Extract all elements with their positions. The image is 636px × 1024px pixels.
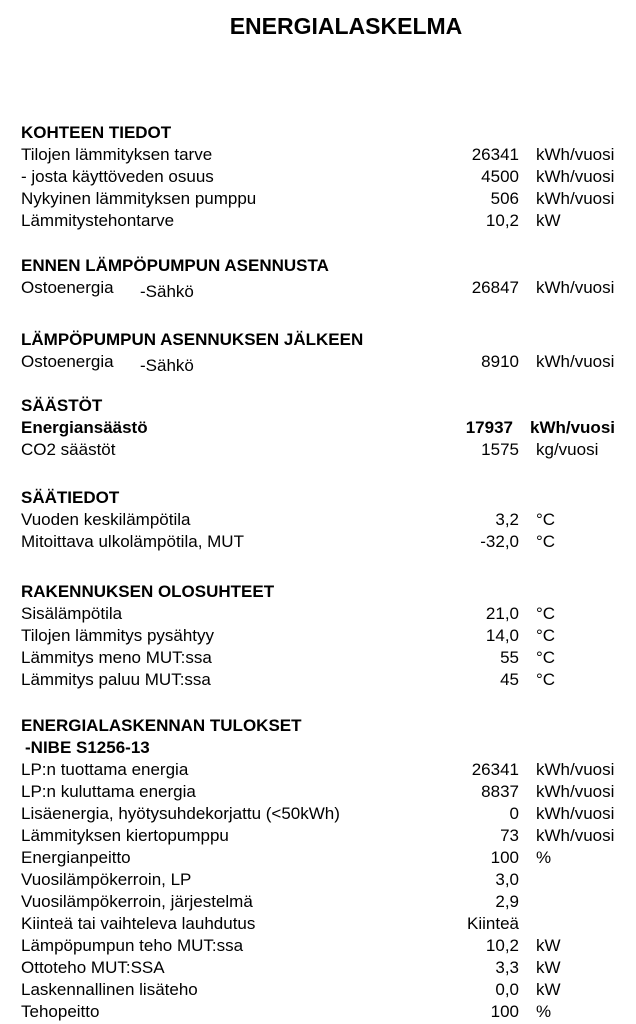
row-unit: kWh/vuosi [536, 278, 615, 297]
row-label: Ostoenergia [21, 352, 114, 371]
row-unit: % [536, 848, 552, 867]
row-label: Tehopeitto [21, 1002, 100, 1021]
row-label: Lisäenergia, hyötysuhdekorjattu (<50kWh) [21, 804, 340, 823]
row-value: 8910 [481, 352, 519, 371]
data-row [21, 979, 615, 1001]
row-label: Vuosilämpökerroin, järjestelmä [21, 892, 253, 911]
row-unit: kWh/vuosi [536, 804, 615, 823]
row-label: Lämmityksen kiertopumppu [21, 826, 229, 845]
page-title: ENERGIALASKELMA [229, 13, 463, 39]
row-unit: kW [536, 936, 561, 955]
row-unit: °C [536, 626, 556, 645]
section-heading: ENERGIALASKENNAN TULOKSET [21, 716, 302, 735]
row-value: 26341 [471, 760, 519, 779]
data-row [21, 417, 615, 439]
row-unit: °C [536, 670, 556, 689]
row-value: 3,2 [495, 510, 519, 529]
row-value: 0,0 [495, 980, 519, 999]
row-label: Mitoittava ulkolämpötila, MUT [21, 532, 244, 551]
row-unit: kWh/vuosi [536, 782, 615, 801]
row-label: LP:n kuluttama energia [21, 782, 196, 801]
row-unit: kWh/vuosi [529, 418, 615, 437]
row-value: 506 [490, 189, 519, 208]
report-section [21, 715, 615, 1023]
row-unit: kg/vuosi [536, 440, 599, 459]
row-unit: kWh/vuosi [536, 189, 615, 208]
row-unit: % [536, 1002, 552, 1021]
data-row [21, 759, 615, 781]
row-label: Lämpöpumpun teho MUT:ssa [21, 936, 244, 955]
data-row [21, 166, 615, 188]
section-heading: SÄÄSTÖT [21, 396, 103, 415]
row-value: 0 [509, 804, 519, 823]
row-value: -32,0 [480, 532, 519, 551]
row-value: 21,0 [485, 604, 519, 623]
row-value: 3,3 [495, 958, 519, 977]
row-value: 2,9 [495, 892, 519, 911]
row-unit: kW [536, 958, 561, 977]
row-unit: kWh/vuosi [536, 352, 615, 371]
row-value: 100 [490, 1002, 519, 1021]
row-value: 26847 [471, 278, 519, 297]
report-section [21, 581, 615, 691]
section-heading: SÄÄTIEDOT [21, 488, 120, 507]
row-label: - josta käyttöveden osuus [21, 167, 214, 186]
row-value: 100 [490, 848, 519, 867]
row-value: 3,0 [495, 870, 519, 889]
row-label: Nykyinen lämmityksen pumppu [21, 189, 257, 208]
row-value: 4500 [481, 167, 519, 186]
data-row [21, 603, 615, 625]
data-row [21, 825, 615, 847]
row-sublabel: -Sähkö [140, 356, 194, 375]
data-row [21, 625, 615, 647]
row-value: 73 [500, 826, 519, 845]
row-label: Ottoteho MUT:SSA [21, 958, 165, 977]
data-row [21, 1001, 615, 1023]
row-value: 26341 [471, 145, 519, 164]
report-section [21, 487, 615, 553]
row-value: 14,0 [485, 626, 519, 645]
row-unit: kWh/vuosi [536, 760, 615, 779]
row-label: Sisälämpötila [21, 604, 123, 623]
row-value: 10,2 [485, 211, 519, 230]
row-label: LP:n tuottama energia [21, 760, 189, 779]
data-row [21, 891, 615, 913]
section-heading: KOHTEEN TIEDOT [21, 123, 172, 142]
row-unit: °C [536, 648, 556, 667]
row-unit: °C [536, 604, 556, 623]
data-row [21, 647, 615, 669]
data-row [21, 781, 615, 803]
row-label: Ostoenergia [21, 278, 114, 297]
section-heading: LÄMPÖPUMPUN ASENNUKSEN JÄLKEEN [21, 330, 364, 349]
row-value: 10,2 [485, 936, 519, 955]
row-value: 8837 [481, 782, 519, 801]
data-row [21, 847, 615, 869]
row-label: Lämmitys paluu MUT:ssa [21, 670, 211, 689]
row-label: Energianpeitto [21, 848, 131, 867]
row-unit: kW [536, 211, 561, 230]
data-row [21, 869, 615, 891]
row-label: CO2 säästöt [21, 440, 116, 459]
row-sublabel: -Sähkö [140, 282, 194, 301]
data-row [21, 957, 615, 979]
row-unit: kWh/vuosi [536, 145, 615, 164]
row-unit: °C [536, 532, 556, 551]
report-section [21, 122, 615, 232]
data-row [21, 509, 615, 531]
data-row [21, 913, 615, 935]
row-unit: °C [536, 510, 556, 529]
data-row [21, 669, 615, 691]
section-subheading: -NIBE S1256-13 [25, 738, 150, 757]
row-label: Kiinteä tai vaihteleva lauhdutus [21, 914, 256, 933]
section-heading: RAKENNUKSEN OLOSUHTEET [21, 582, 275, 601]
report-section [21, 255, 615, 299]
row-label: Tilojen lämmitys pysähtyy [21, 626, 215, 645]
row-value: 45 [500, 670, 519, 689]
row-label: Laskennallinen lisäteho [21, 980, 198, 999]
row-label: Vuosilämpökerroin, LP [21, 870, 192, 889]
data-row [21, 277, 615, 299]
row-unit: kW [536, 980, 561, 999]
row-value: 1575 [481, 440, 519, 459]
row-label: Tilojen lämmityksen tarve [21, 145, 213, 164]
report-section [21, 395, 615, 461]
row-value: 55 [500, 648, 519, 667]
row-unit: kWh/vuosi [536, 826, 615, 845]
row-value: Kiinteä [467, 914, 519, 933]
row-label: Lämmitys meno MUT:ssa [21, 648, 212, 667]
row-label: Vuoden keskilämpötila [21, 510, 191, 529]
row-label: Lämmitystehontarve [21, 211, 175, 230]
report-body [21, 122, 615, 1023]
data-row [21, 351, 615, 373]
data-row [21, 439, 615, 461]
data-row [21, 531, 615, 553]
data-row [21, 188, 615, 210]
data-row [21, 935, 615, 957]
row-unit: kWh/vuosi [536, 167, 615, 186]
data-row [21, 144, 615, 166]
report-section [21, 329, 615, 373]
data-row [21, 803, 615, 825]
data-row [21, 210, 615, 232]
row-label: Energiansäästö [21, 418, 148, 437]
row-value: 17937 [465, 418, 513, 437]
section-heading: ENNEN LÄMPÖPUMPUN ASENNUSTA [21, 256, 329, 275]
